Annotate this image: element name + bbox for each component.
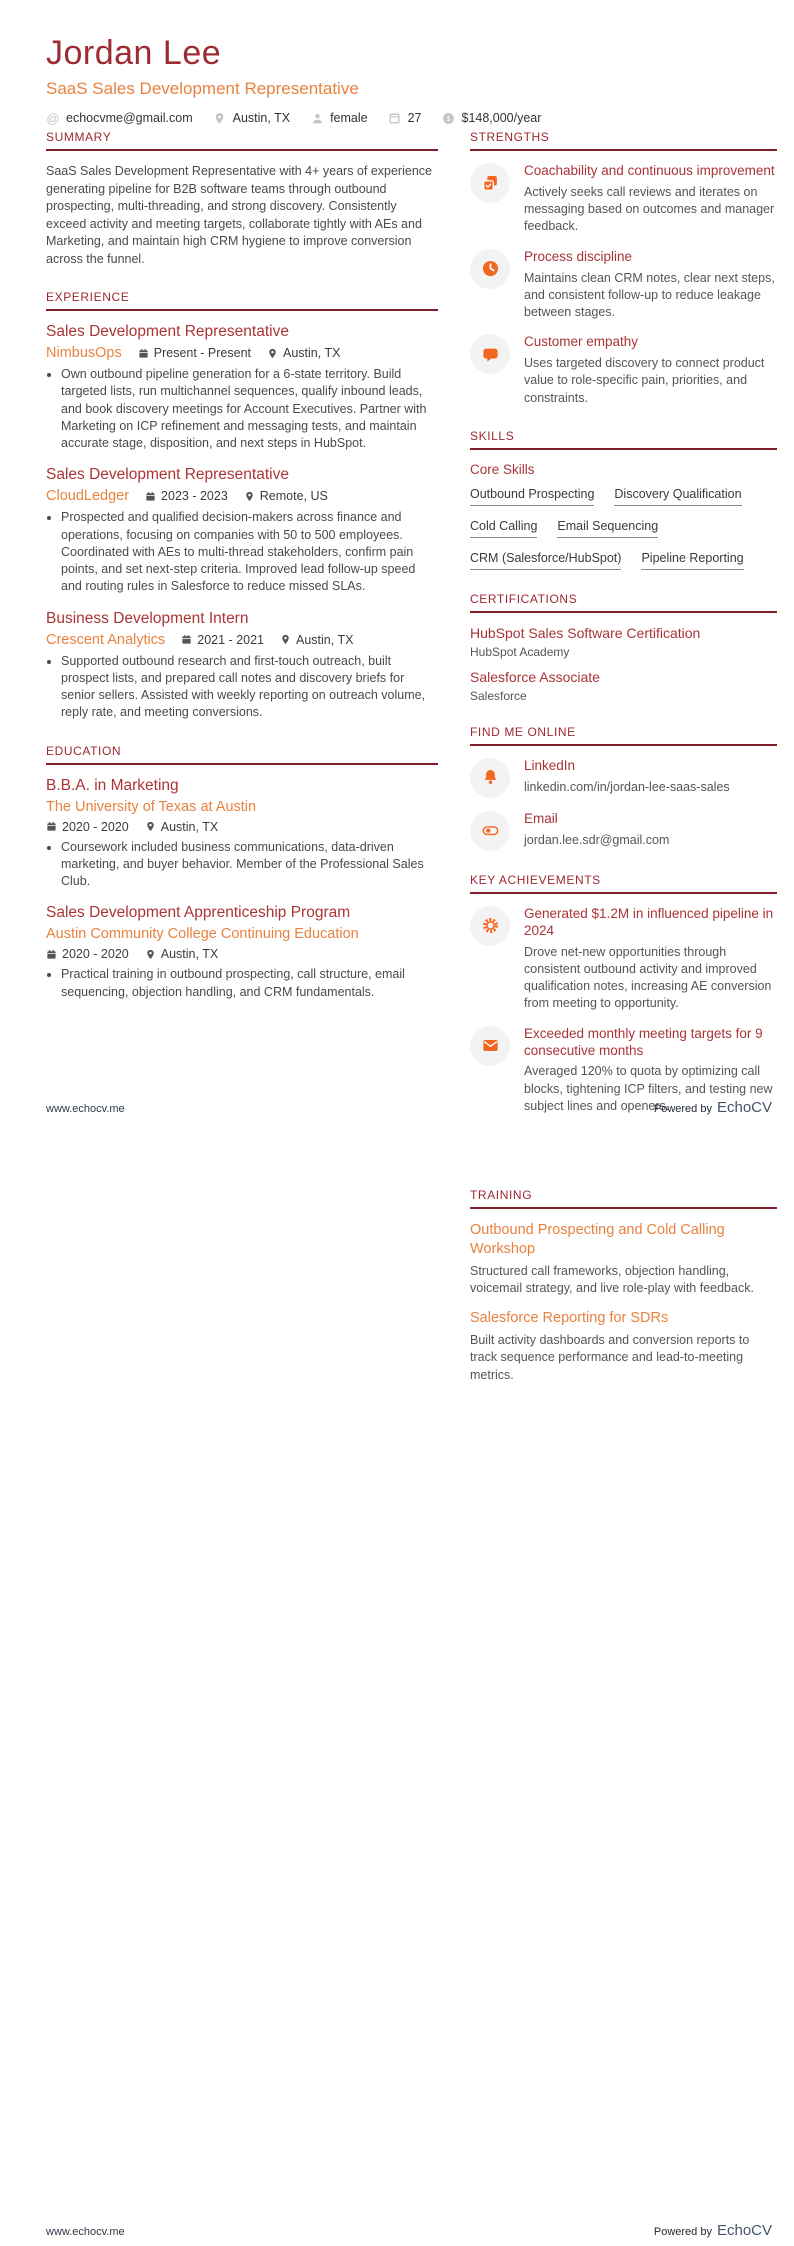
education-location: Austin, TX (145, 947, 218, 961)
certification-title: HubSpot Sales Software Certification (470, 624, 701, 641)
experience-company: CloudLedger (46, 488, 130, 505)
pin-icon (280, 634, 291, 645)
education-bullet: • Coursework included business communications, data-driven marketing, and buyer behavior. Member of the Professional Sales Club. (61, 839, 438, 891)
strength-title: Coachability and continuous improvement (524, 163, 775, 178)
achievement-desc: Drove net-new opportunities through consistent outbound activity and improved qualification notes, increasing AE conversion from meeting to opportunity. (524, 944, 772, 1011)
education-heading: EDUCATION (46, 744, 438, 765)
certification-org: HubSpot Academy (470, 644, 570, 659)
training-section (470, 1188, 777, 1384)
achievement-desc: Averaged 120% to quota by optimizing call blocks, tightening ICP filters, and testing new subject lines and openers. (524, 1064, 773, 1113)
footer-website-link[interactable]: www.echocv.me (46, 2226, 125, 2238)
strength-item (470, 334, 777, 407)
skill-tag: Email Sequencing (557, 519, 658, 538)
certifications-section (470, 592, 777, 703)
chat-bubble-icon (470, 334, 510, 374)
gear-icon (470, 906, 510, 946)
age-icon (388, 111, 402, 125)
online-profile-email[interactable]: jordan.lee.sdr@gmail.com (524, 832, 670, 847)
experience-dates: Present - Present (138, 346, 251, 360)
experience-location: Austin, TX (267, 346, 340, 360)
experience-heading: EXPERIENCE (46, 290, 438, 311)
summary-section (46, 130, 438, 268)
online-profile-title: LinkedIn (524, 757, 576, 773)
strength-title: Process discipline (524, 248, 633, 264)
pin-icon (145, 821, 156, 832)
education-dates: 2020 - 2020 (46, 947, 129, 961)
experience-company: Crescent Analytics (46, 631, 166, 648)
footer-powered-by-text: Powered by (653, 2226, 712, 2238)
online-profile-item (470, 758, 777, 798)
education-school: The University of Texas at Austin (46, 798, 257, 815)
achievement-title: Generated $1.2M in influenced pipeline in 2024 (524, 905, 774, 938)
training-entry (470, 1221, 777, 1297)
footer-powered-by-text: Powered by (653, 1103, 712, 1115)
at-icon: @ (46, 110, 60, 126)
left-column (46, 130, 438, 1023)
experience-entry (46, 610, 438, 722)
footer-website-link[interactable]: www.echocv.me (46, 1103, 125, 1115)
experience-bullet: • Prospected and qualified decision-makers across finance and operations, focusing on companies with 50 to 500 employees. Coordinated with AEs to multi-thread stakeholders, confirm pain points, and set next-step criteria. Improved lead follow-up speed and routing rules in Salesforce to reduce missed SLAs. (61, 509, 438, 595)
training-desc: Built activity dashboards and conversion reports to track sequence performance and lead-to-meeting metrics. (470, 1333, 750, 1382)
find-me-online-heading: FIND ME ONLINE (470, 725, 777, 746)
skills-group-title: Core Skills (470, 461, 535, 477)
strength-item (470, 163, 777, 236)
calendar-icon (138, 348, 149, 359)
experience-dates: 2021 - 2021 (181, 633, 264, 647)
resume-header (46, 34, 766, 125)
certification-entry (470, 669, 777, 703)
education-school: Austin Community College Continuing Education (46, 926, 359, 943)
education-dates: 2020 - 2020 (46, 820, 129, 834)
contact-row (46, 111, 766, 125)
calendar-icon (46, 821, 57, 832)
contact-email (46, 111, 193, 125)
clock-icon (470, 249, 510, 289)
page2-footer (46, 2222, 772, 2240)
pin-icon (244, 491, 255, 502)
contact-gender (310, 111, 368, 125)
training-desc: Structured call frameworks, objection handling, voicemail strategy, and live role-play with feedback. (470, 1263, 754, 1295)
contact-location (213, 111, 290, 125)
training-title: Outbound Prospecting and Cold Calling Workshop (470, 1222, 725, 1257)
page1-footer (46, 1099, 772, 1117)
training-title: Salesforce Reporting for SDRs (470, 1310, 669, 1327)
certification-org: Salesforce (470, 688, 527, 703)
strength-item (470, 249, 777, 322)
online-profile-title: Email (524, 810, 558, 826)
contact-age (388, 111, 422, 125)
skills-heading: SKILLS (470, 429, 777, 450)
education-location: Austin, TX (145, 820, 218, 834)
skill-tag: CRM (Salesforce/HubSpot) (470, 551, 621, 570)
candidate-name: Jordan Lee (46, 34, 222, 72)
experience-bullet: • Supported outbound research and first-touch outreach, built prospect lists, and prepared call notes and discovery briefs for senior sellers. Assisted with weekly reporting on outreach volume, reply rate, and meeting conversions. (61, 653, 438, 722)
calendar-icon (46, 949, 57, 960)
strengths-heading: STRENGTHS (470, 130, 777, 151)
right-column (470, 130, 777, 1223)
achievement-item (470, 906, 777, 1013)
experience-company: NimbusOps (46, 345, 122, 361)
candidate-job-title: SaaS Sales Development Representative (46, 79, 359, 98)
summary-text: SaaS Sales Development Representative with 4+ years of experience generating pipeline for B2B software teams through outbound prospecting, multi-threading, and strong discovery. Consistently exceed activity and meeting targets, collaborate tightly with AEs and Marketing, and maintain high CRM hygiene to improve conversion across the funnel. (46, 164, 432, 266)
contact-email-value: echocvme@gmail.com (66, 111, 193, 125)
skills-section (470, 429, 777, 570)
location-icon (213, 111, 227, 125)
svg-text:$: $ (446, 113, 451, 123)
experience-title: Sales Development Representative (46, 323, 289, 340)
education-degree: Sales Development Apprenticeship Program (46, 904, 351, 922)
education-bullet: • Practical training in outbound prospecting, call structure, email sequencing, objection handling, and CRM fundamentals. (61, 966, 438, 1001)
copy-check-icon (470, 163, 510, 203)
summary-heading: SUMMARY (46, 130, 438, 151)
pin-icon (145, 949, 156, 960)
experience-entry (46, 466, 438, 595)
training-heading: TRAINING (470, 1188, 777, 1209)
experience-dates: 2023 - 2023 (145, 489, 228, 503)
skill-tag: Discovery Qualification (614, 487, 741, 506)
contact-gender-value: female (330, 111, 368, 125)
skill-tag: Pipeline Reporting (641, 551, 743, 570)
achievement-title: Exceeded monthly meeting targets for 9 consecutive months (524, 1025, 763, 1058)
experience-title: Sales Development Representative (46, 466, 289, 484)
pin-icon (267, 348, 278, 359)
strength-desc: Maintains clean CRM notes, clear next steps, and consistent follow-up to reduce leakage between stages. (524, 270, 775, 319)
right-column-page2 (470, 1188, 777, 1406)
skill-tag: Outbound Prospecting (470, 487, 594, 506)
footer-brand-link[interactable]: EchoCV (716, 1099, 772, 1116)
skill-tag: Cold Calling (470, 519, 537, 538)
experience-location: Austin, TX (280, 633, 353, 647)
calendar-icon (145, 491, 156, 502)
experience-entry (46, 323, 438, 452)
toggle-icon (470, 811, 510, 851)
education-degree: B.B.A. in Marketing (46, 776, 179, 794)
certification-entry (470, 625, 777, 659)
strength-title: Customer empathy (524, 334, 639, 350)
skills-list (470, 487, 777, 570)
footer-brand-link[interactable]: EchoCV (716, 2222, 772, 2239)
experience-section (46, 290, 438, 722)
strength-desc: Uses targeted discovery to connect product value to role-specific pain, priorities, and constraints. (524, 356, 765, 405)
salary-icon (442, 111, 456, 125)
envelope-icon (470, 1026, 510, 1066)
experience-bullet: • Own outbound pipeline generation for a 6-state territory. Build targeted lists, run multichannel sequences, qualify inbound leads, and book discovery meetings for Account Executives. Partner with Marketing on ICP refinement and messaging tests, and maintain accurate stage, disposition, and next steps in HubSpot. (61, 366, 438, 452)
online-profile-item (470, 811, 777, 851)
education-entry (46, 904, 438, 1001)
key-achievements-heading: KEY ACHIEVEMENTS (470, 873, 777, 894)
resume-page-2 (0, 1123, 794, 2246)
certifications-heading: CERTIFICATIONS (470, 592, 777, 613)
contact-location-value: Austin, TX (232, 111, 291, 125)
strengths-section (470, 130, 777, 407)
bell-icon (470, 758, 510, 798)
education-entry (46, 777, 438, 891)
experience-title: Business Development Intern (46, 609, 249, 627)
person-icon (310, 111, 324, 125)
education-section (46, 744, 438, 1001)
calendar-icon (181, 634, 192, 645)
training-entry (470, 1309, 777, 1384)
experience-location: Remote, US (244, 489, 328, 503)
contact-salary-value: $148,000/year (461, 111, 542, 125)
find-me-online-section (470, 725, 777, 851)
strength-desc: Actively seeks call reviews and iterates on messaging based on outcomes and manager feedback. (524, 184, 775, 234)
contact-salary (442, 111, 542, 125)
contact-age-value: 27 (407, 111, 422, 125)
certification-title: Salesforce Associate (470, 668, 600, 685)
online-profile-url[interactable]: linkedin.com/in/jordan-lee-saas-sales (524, 779, 730, 794)
